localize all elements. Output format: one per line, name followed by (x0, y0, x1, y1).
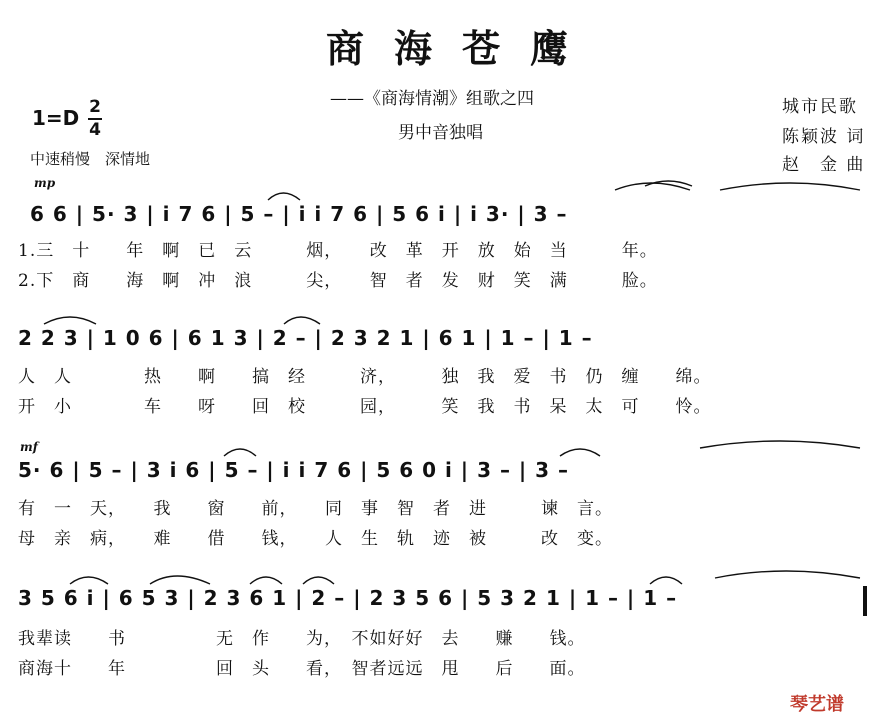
slur-mark (250, 577, 282, 584)
notation-line-4: 3 5 6 i | 6 5 3 | 2 3 6 1 | 2 – | 2 3 5 6 | 5 3 2 1 | 1 – | 1 – (18, 586, 678, 610)
song-title: 商海苍鹰 (325, 26, 598, 71)
lyric-line-2-verse-2: 开 小 车 呀 回 校 园， 笑 我 书 呆 太 可 怜。 (18, 397, 712, 417)
slur-mark (70, 577, 108, 584)
tie-mark (720, 183, 860, 190)
time-bottom: 4 (89, 120, 101, 140)
tie-mark (645, 181, 692, 186)
tie-mark (715, 571, 860, 578)
tie-mark (700, 441, 860, 448)
credit-source: 城市民歌 (782, 97, 858, 117)
notation-line-3: 5· 6 | 5 – | 3 i 6 | 5 – | i i 7 6 | 5 6 0 i | 3 – | 3 – (18, 458, 570, 482)
key-signature: 1=D (32, 106, 80, 130)
dynamic-mp: mp (34, 176, 56, 190)
slur-mark (303, 577, 334, 584)
tie-mark (615, 183, 690, 190)
lyric-line-2-verse-1: 人 人 热 啊 搞 经 济， 独 我 爱 书 仍 缠 绵。 (18, 367, 712, 387)
final-barline (863, 586, 867, 616)
slur-mark (150, 576, 210, 584)
dynamic-mf: mf (20, 440, 38, 454)
watermark-logo: 琴艺谱 (790, 694, 844, 715)
slur-mark (268, 193, 300, 200)
slur-mark (224, 449, 256, 456)
lyric-line-4-verse-2: 商海十 年 回 头 看， 智者远远 甩 后 面。 (18, 659, 586, 679)
lyric-line-3-verse-2: 母 亲 病， 难 借 钱， 人 生 轨 迹 被 改 变。 (18, 529, 613, 549)
notation-line-2: 2 2 3 | 1 0 6 | 6 1 3 | 2 – | 2 3 2 1 | 6 1 | 1 – | 1 – (18, 326, 593, 350)
lyric-line-1-verse-1: 1.三 十 年 啊 已 云 烟， 改 革 开 放 始 当 年。 (18, 241, 658, 261)
slur-mark (650, 577, 682, 584)
lyric-line-4-verse-1: 我辈读 书 无 作 为， 不如好好 去 赚 钱。 (18, 629, 586, 649)
slur-mark (560, 449, 600, 456)
time-top: 2 (89, 97, 101, 117)
lyric-line-3-verse-1: 有 一 天， 我 窗 前， 同 事 智 者 进 谏 言。 (18, 499, 613, 519)
slur-mark (284, 317, 320, 324)
notation-line-1: 6 6 | 5· 3 | i 7 6 | 5 – | i i 7 6 | 5 6 i | i 3· | 3 – (30, 202, 568, 226)
performance-type: 男中音独唱 (398, 123, 483, 143)
credit-composer: 赵 金 曲 (782, 155, 866, 175)
lyric-line-1-verse-2: 2.下 商 海 啊 冲 浪 尖， 智 者 发 财 笑 满 脸。 (18, 271, 658, 291)
credit-lyricist: 陈颖波 词 (782, 127, 866, 147)
slur-mark (44, 317, 96, 324)
song-subtitle: ——《商海情潮》组歌之四 (330, 89, 534, 109)
tempo-marking: 中速稍慢 深情地 (30, 150, 151, 168)
